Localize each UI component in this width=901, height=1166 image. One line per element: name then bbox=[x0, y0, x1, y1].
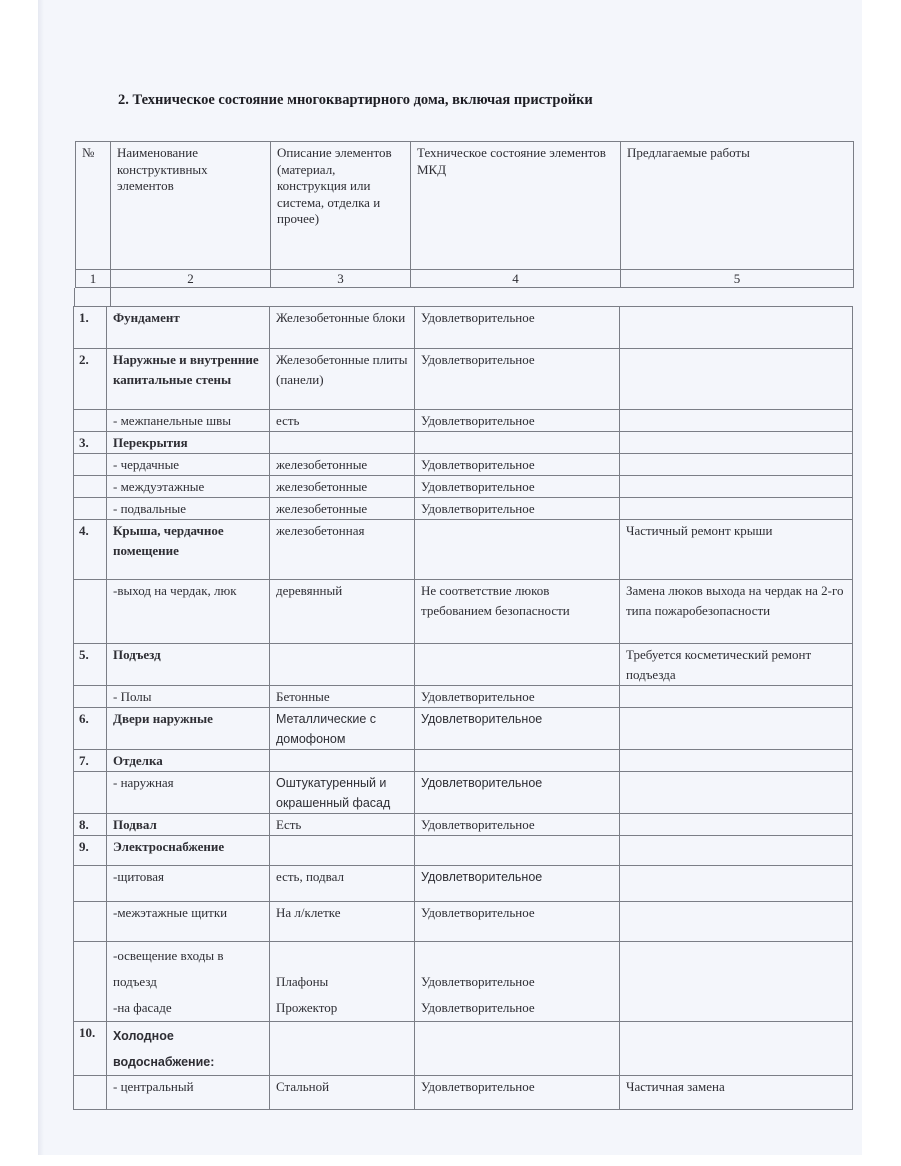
cell-line: Удовлетворительное bbox=[421, 974, 535, 989]
element-name: Подъезд bbox=[107, 644, 270, 686]
element-name: Фундамент bbox=[107, 307, 270, 349]
cell-line: -освещение входы в bbox=[113, 948, 224, 963]
proposed-works bbox=[620, 410, 853, 432]
cell-line: -на фасаде bbox=[113, 1000, 172, 1015]
cell-line bbox=[421, 943, 613, 969]
header-cell-proposed-works: Предлагаемые работы bbox=[621, 142, 854, 270]
table-gap-strip bbox=[74, 288, 111, 306]
proposed-works bbox=[620, 772, 853, 814]
element-description: Железобетонные плиты (панели) bbox=[270, 349, 415, 410]
table-row bbox=[74, 410, 853, 432]
proposed-works: Замена люков выхода на чердак на 2-го типа пожаробезопасности bbox=[620, 580, 853, 644]
proposed-works bbox=[620, 1022, 853, 1076]
element-name: Двери наружные bbox=[107, 708, 270, 750]
proposed-works bbox=[620, 708, 853, 750]
proposed-works bbox=[620, 476, 853, 498]
column-number: 3 bbox=[271, 270, 411, 288]
element-description: железобетонные bbox=[270, 498, 415, 520]
proposed-works: Требуется косметический ремонт подъезда bbox=[620, 644, 853, 686]
element-name: Наружные и внутренние капитальные стены bbox=[107, 349, 270, 410]
cell-line: Удовлетворительное bbox=[421, 1000, 535, 1015]
element-name: Перекрытия bbox=[107, 432, 270, 454]
table-row bbox=[74, 866, 853, 902]
table-row bbox=[74, 750, 853, 772]
technical-state: Удовлетворительное bbox=[415, 1076, 620, 1110]
element-description bbox=[270, 644, 415, 686]
table-row bbox=[74, 1022, 853, 1076]
technical-state bbox=[415, 942, 620, 1022]
row-number bbox=[74, 686, 107, 708]
cell-line: Прожектор bbox=[276, 1000, 338, 1015]
header-cell-description: Описание элементов (материал, конструкция или система, отделка и прочее) bbox=[271, 142, 411, 270]
column-number: 4 bbox=[411, 270, 621, 288]
element-name: Холодное водоснабжение: bbox=[107, 1022, 270, 1076]
element-description: Бетонные bbox=[270, 686, 415, 708]
table-row bbox=[74, 498, 853, 520]
element-description: есть bbox=[270, 410, 415, 432]
technical-state bbox=[415, 432, 620, 454]
page-edge-shadow bbox=[38, 0, 44, 1155]
row-number bbox=[74, 476, 107, 498]
element-description: железобетонные bbox=[270, 454, 415, 476]
table-row bbox=[74, 476, 853, 498]
element-description: деревянный bbox=[270, 580, 415, 644]
cell-line: Плафоны bbox=[276, 974, 329, 989]
row-number: 9. bbox=[74, 836, 107, 866]
table-row bbox=[74, 580, 853, 644]
element-description bbox=[270, 942, 415, 1022]
technical-state: Удовлетворительное bbox=[415, 349, 620, 410]
row-number bbox=[74, 942, 107, 1022]
element-name: Крыша, чердачное помещение bbox=[107, 520, 270, 580]
element-name bbox=[107, 942, 270, 1022]
proposed-works: Частичная замена bbox=[620, 1076, 853, 1110]
column-number: 2 bbox=[111, 270, 271, 288]
header-cell-technical-state: Техническое состояние элементов МКД bbox=[411, 142, 621, 270]
proposed-works: Частичный ремонт крыши bbox=[620, 520, 853, 580]
element-name: -щитовая bbox=[107, 866, 270, 902]
technical-state bbox=[415, 750, 620, 772]
row-number bbox=[74, 498, 107, 520]
row-number: 5. bbox=[74, 644, 107, 686]
element-name: Подвал bbox=[107, 814, 270, 836]
table-row bbox=[74, 772, 853, 814]
row-number: 6. bbox=[74, 708, 107, 750]
technical-state: Удовлетворительное bbox=[415, 708, 620, 750]
proposed-works bbox=[620, 942, 853, 1022]
proposed-works bbox=[620, 686, 853, 708]
cell-line bbox=[276, 943, 408, 969]
element-name: - центральный bbox=[107, 1076, 270, 1110]
proposed-works bbox=[620, 454, 853, 476]
proposed-works bbox=[620, 814, 853, 836]
proposed-works bbox=[620, 349, 853, 410]
table-row bbox=[74, 644, 853, 686]
technical-state: Удовлетворительное bbox=[415, 772, 620, 814]
row-number bbox=[74, 1076, 107, 1110]
proposed-works bbox=[620, 498, 853, 520]
element-description: Железобетонные блоки bbox=[270, 307, 415, 349]
element-name: Отделка bbox=[107, 750, 270, 772]
cell-line: подъезд bbox=[113, 974, 157, 989]
row-number bbox=[74, 580, 107, 644]
element-name: - чердачные bbox=[107, 454, 270, 476]
table-row bbox=[74, 836, 853, 866]
proposed-works bbox=[620, 432, 853, 454]
proposed-works bbox=[620, 307, 853, 349]
row-number: 1. bbox=[74, 307, 107, 349]
technical-state: Удовлетворительное bbox=[415, 454, 620, 476]
table-row bbox=[74, 814, 853, 836]
technical-state bbox=[415, 836, 620, 866]
row-number bbox=[74, 454, 107, 476]
technical-state: Удовлетворительное bbox=[415, 476, 620, 498]
table-row bbox=[74, 1076, 853, 1110]
technical-state: Удовлетворительное bbox=[415, 307, 620, 349]
table-row bbox=[74, 686, 853, 708]
element-description: На л/клетке bbox=[270, 902, 415, 942]
column-number: 5 bbox=[621, 270, 854, 288]
header-row bbox=[76, 142, 854, 270]
row-number: 8. bbox=[74, 814, 107, 836]
table-row bbox=[74, 902, 853, 942]
row-number: 2. bbox=[74, 349, 107, 410]
row-number bbox=[74, 410, 107, 432]
element-name: - наружная bbox=[107, 772, 270, 814]
element-description bbox=[270, 836, 415, 866]
row-number: 3. bbox=[74, 432, 107, 454]
element-description bbox=[270, 1022, 415, 1076]
table-row bbox=[74, 349, 853, 410]
row-number: 4. bbox=[74, 520, 107, 580]
element-description bbox=[270, 750, 415, 772]
element-description: Металлические с домофоном bbox=[270, 708, 415, 750]
table-row bbox=[74, 454, 853, 476]
element-description bbox=[270, 432, 415, 454]
header-cell-number: № bbox=[76, 142, 111, 270]
element-name: - Полы bbox=[107, 686, 270, 708]
element-description: есть, подвал bbox=[270, 866, 415, 902]
table-row bbox=[74, 307, 853, 349]
technical-state: Удовлетворительное bbox=[415, 686, 620, 708]
header-cell-element-name: Наименование конструктивных элементов bbox=[111, 142, 271, 270]
proposed-works bbox=[620, 836, 853, 866]
proposed-works bbox=[620, 866, 853, 902]
proposed-works bbox=[620, 750, 853, 772]
row-number: 7. bbox=[74, 750, 107, 772]
technical-state bbox=[415, 1022, 620, 1076]
element-name: -межэтажные щитки bbox=[107, 902, 270, 942]
element-name: - междуэтажные bbox=[107, 476, 270, 498]
element-name: -выход на чердак, люк bbox=[107, 580, 270, 644]
column-number: 1 bbox=[76, 270, 111, 288]
element-name: - межпанельные швы bbox=[107, 410, 270, 432]
technical-state bbox=[415, 520, 620, 580]
column-numbers-row bbox=[76, 270, 854, 288]
row-number bbox=[74, 902, 107, 942]
row-number bbox=[74, 772, 107, 814]
element-description: Стальной bbox=[270, 1076, 415, 1110]
table-body bbox=[73, 306, 853, 1110]
element-name: Электроснабжение bbox=[107, 836, 270, 866]
technical-state: Удовлетворительное bbox=[415, 902, 620, 942]
technical-state: Удовлетворительное bbox=[415, 866, 620, 902]
row-number: 10. bbox=[74, 1022, 107, 1076]
table-row bbox=[74, 520, 853, 580]
table-row bbox=[74, 708, 853, 750]
technical-state: Удовлетворительное bbox=[415, 410, 620, 432]
element-description: Оштукатуренный и окрашенный фасад bbox=[270, 772, 415, 814]
table-row bbox=[74, 942, 853, 1022]
row-number bbox=[74, 866, 107, 902]
technical-state: Не соответствие люков требованием безопасности bbox=[415, 580, 620, 644]
element-description: железобетонные bbox=[270, 476, 415, 498]
technical-state: Удовлетворительное bbox=[415, 814, 620, 836]
element-name: - подвальные bbox=[107, 498, 270, 520]
table-row bbox=[74, 432, 853, 454]
element-description: железобетонная bbox=[270, 520, 415, 580]
element-description: Есть bbox=[270, 814, 415, 836]
section-title: 2. Техническое состояние многоквартирного дома, включая пристройки bbox=[118, 92, 593, 108]
technical-state: Удовлетворительное bbox=[415, 498, 620, 520]
technical-state bbox=[415, 644, 620, 686]
proposed-works bbox=[620, 902, 853, 942]
table-header bbox=[75, 141, 854, 288]
